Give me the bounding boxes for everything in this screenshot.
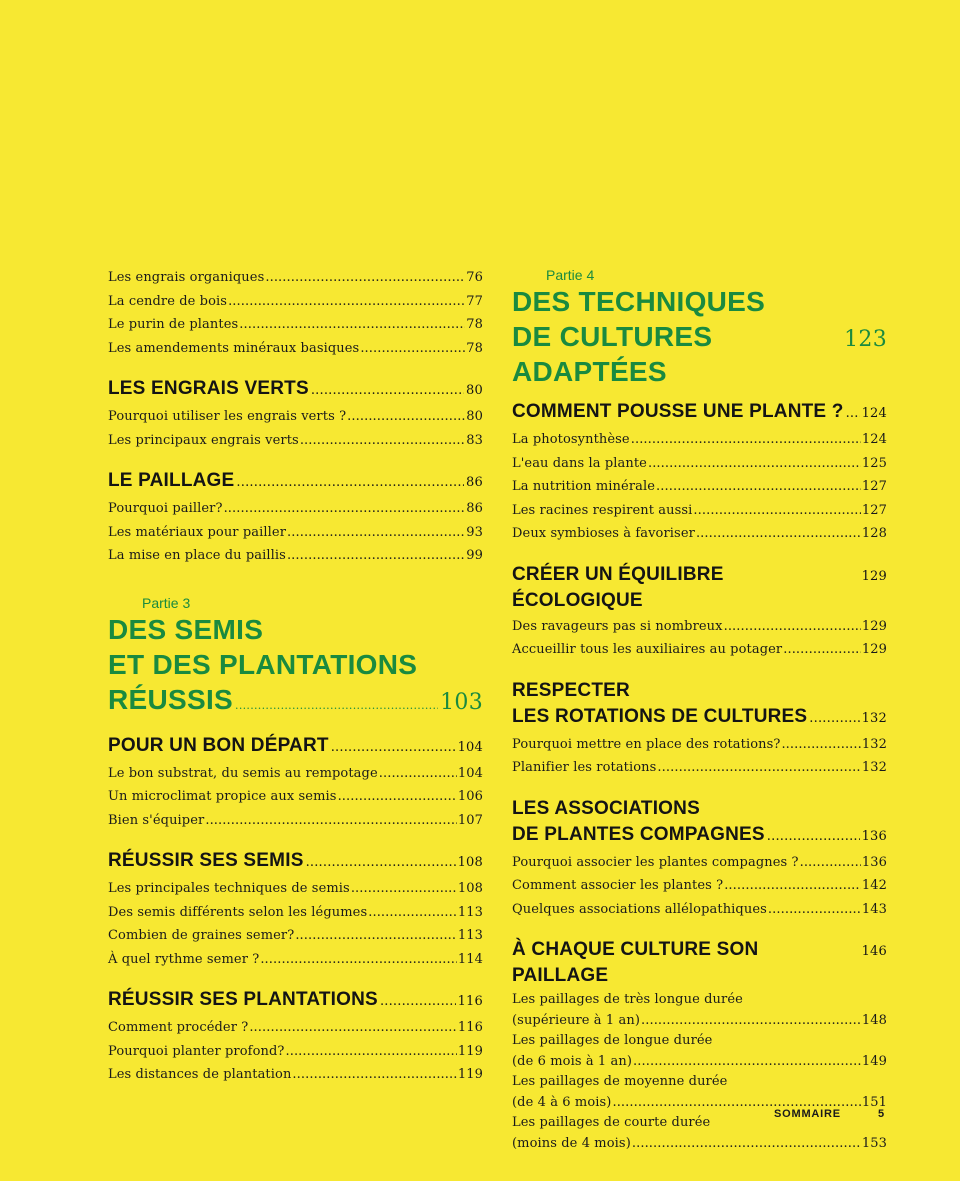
toc-page-number: 99 [466,548,483,563]
toc-page-number: 108 [457,881,483,896]
leader-dots [228,290,465,314]
toc-row[interactable] [512,874,887,898]
toc-row[interactable] [512,851,887,875]
toc-row[interactable] [108,901,483,925]
toc-page-number: 148 [861,1012,887,1028]
toc-entry-subtitle: (supérieure à 1 an) [512,1012,640,1028]
section-page-number: 132 [861,710,887,726]
toc-page-number: 80 [466,409,483,424]
toc-entry-title: Des semis différents selon les légumes [108,904,368,920]
page-number: 5 [878,1108,885,1120]
leader-dots [648,452,861,476]
toc-page-number: 78 [466,340,483,356]
leader-dots [239,313,465,337]
toc-page-number: 119 [457,1067,483,1082]
leader-dots [360,337,465,361]
leader-dots [696,522,861,546]
section-page-number: 136 [861,828,887,844]
toc-entry-title: Les racines respirent aussi [512,502,693,518]
toc-row[interactable] [512,990,887,1031]
toc-row[interactable] [512,475,887,499]
section-heading-rotations[interactable] [512,678,887,732]
toc-row[interactable] [108,313,483,337]
toc-row[interactable] [108,877,483,901]
toc-row[interactable] [108,290,483,314]
leader-dots [292,1063,456,1087]
leader-dots [236,470,464,496]
toc-page-number: 143 [861,901,887,917]
toc-entry-title: La mise en place du paillis [108,548,286,563]
leader-dots [249,1016,457,1040]
leader-dots [224,497,466,521]
leader-dots [351,877,457,901]
section-heading-paillage[interactable] [108,468,483,496]
leader-dots [295,924,457,948]
leader-dots [633,1052,861,1073]
leader-dots [287,544,465,568]
leader-dots [846,401,860,427]
leader-dots [331,735,456,761]
toc-row[interactable] [512,499,887,523]
toc-page-number: 77 [466,293,483,309]
toc-row[interactable] [108,1040,483,1064]
toc-row[interactable] [512,898,887,922]
section-heading-text: RÉUSSIR SES PLANTATIONS [108,989,378,1010]
leader-dots [380,989,456,1015]
toc-entry-subtitle: (moins de 4 mois) [512,1135,631,1151]
partie-label: Partie 4 [546,267,595,283]
leader-dots [724,615,861,639]
leader-dots [631,428,861,452]
toc-page-number: 142 [861,878,887,893]
leader-dots [641,1011,861,1032]
toc-page-number: 86 [466,501,483,516]
toc-entry-title: Le purin de plantes [108,317,239,332]
toc-row[interactable] [108,266,483,290]
toc-row[interactable] [108,405,483,429]
toc-row[interactable] [108,924,483,948]
toc-row[interactable] [512,1031,887,1072]
section-page-number: 104 [457,739,483,755]
toc-entry-title: Pourquoi mettre en place des rotations? [512,736,781,752]
toc-entry-title: Accueillir tous les auxiliaires au potager [512,642,783,657]
leader-dots [781,733,860,757]
toc-right-column [512,266,887,1154]
toc-entry-title: Les principaux engrais verts [108,432,299,448]
toc-entry-title: Les paillages de très longue durée [512,992,743,1007]
toc-entry-subtitle: (de 4 à 6 mois) [512,1094,612,1110]
partie-title-line: RÉUSSIS [108,683,234,715]
toc-row[interactable] [512,756,887,780]
leader-dots [767,824,860,850]
toc-page-number: 78 [466,317,483,332]
toc-page-number: 114 [457,951,483,967]
partie-title-line: DES SEMIS [108,613,264,645]
toc-entry-title: Comment associer les plantes ? [512,878,724,893]
page-footer [774,1108,885,1120]
leader-dots [693,499,860,523]
leader-dots [800,851,861,875]
leader-dots [632,1134,861,1155]
toc-entry-title: Les amendements minéraux basiques [108,340,360,356]
toc-page-number: 83 [466,432,483,448]
toc-row[interactable] [108,948,483,972]
toc-entry-title: Les paillages de moyenne durée [512,1074,728,1089]
toc-row[interactable] [108,429,483,453]
section-heading-text: LES ASSOCIATIONS [512,797,700,819]
leader-dots [311,378,464,404]
section-heading-text: COMMENT POUSSE UNE PLANTE ? [512,401,844,422]
toc-row[interactable] [108,1063,483,1087]
section-heading-text: RESPECTER [512,679,630,701]
toc-entry-title: Quelques associations allélopathiques [512,901,767,917]
toc-entry-title: Les paillages de courte durée [512,1115,711,1130]
toc-row[interactable] [512,1072,887,1113]
section-heading-plantations[interactable] [108,987,483,1015]
toc-entry-subtitle: (de 6 mois à 1 an) [512,1053,633,1069]
partie-title [512,284,887,389]
toc-entry-title: La photosynthèse [512,432,630,447]
partie-3-block[interactable] [108,594,483,723]
partie-title-line: DES TECHNIQUES [512,286,766,317]
leader-dots [300,429,465,453]
toc-entry-title: Les distances de plantation [108,1067,292,1082]
toc-row[interactable] [108,497,483,521]
section-heading-text: DE PLANTES COMPAGNES [512,823,765,845]
toc-row[interactable] [512,733,887,757]
toc-row[interactable] [108,337,483,361]
leader-dots [235,688,438,723]
toc-entry-title: Planifier les rotations [512,760,657,775]
toc-page-number: 93 [466,524,483,540]
leader-dots [347,405,465,429]
section-page-number: 108 [457,855,483,870]
toc-page-number: 113 [457,904,483,920]
toc-row[interactable] [512,615,887,639]
toc-row[interactable] [108,762,483,786]
toc-page-number: 136 [861,854,887,870]
leader-dots [379,762,457,786]
leader-dots [338,785,457,809]
toc-row[interactable] [108,809,483,833]
section-heading-bon-depart[interactable] [108,733,483,761]
toc-page-number: 129 [861,618,887,634]
toc-entry-title: La cendre de bois [108,293,228,309]
section-heading-associations[interactable] [512,796,887,850]
toc-row[interactable] [108,521,483,545]
toc-page-number: 104 [457,765,483,781]
toc-row[interactable] [108,785,483,809]
section-heading-equilibre[interactable] [512,562,887,614]
toc-entry-title: Des ravageurs pas si nombreux [512,618,723,634]
section-heading-paillage-culture[interactable] [512,937,887,989]
partie-page-number: 123 [844,327,887,352]
section-heading-text: POUR UN BON DÉPART [108,734,329,756]
toc-page-number: 127 [861,502,887,518]
toc-entry-title: L'eau dans la plante [512,455,647,471]
leader-dots [809,706,859,732]
toc-row[interactable] [512,428,887,452]
toc-entry-title: Pourquoi pailler? [108,501,223,516]
section-heading-text: LES ENGRAIS VERTS [108,378,309,399]
leader-dots [287,521,465,545]
toc-entry-title: Les principales techniques de semis [108,881,350,896]
section-heading-text: LES ROTATIONS DE CULTURES [512,705,808,727]
toc-page-number: 129 [861,642,887,657]
toc-page-number: 149 [861,1053,887,1069]
toc-page-number: 124 [861,432,887,447]
leader-dots [265,266,465,290]
partie-title-line: ET DES PLANTATIONS [108,648,418,680]
toc-entry-title: La nutrition minérale [512,479,656,494]
partie-4-block[interactable] [512,266,887,389]
toc-row[interactable] [512,452,887,476]
leader-dots [783,638,861,662]
section-heading-text: RÉUSSIR SES SEMIS [108,850,304,871]
toc-page-number: 116 [457,1020,483,1035]
toc-entry-title: Le bon substrat, du semis au rempotage [108,765,378,781]
toc-entry-title: Pourquoi associer les plantes compagnes ? [512,854,799,870]
toc-left-column [108,266,483,1087]
toc-entry-title: Les engrais organiques [108,270,265,285]
toc-entry-title: Pourquoi planter profond? [108,1043,285,1059]
leader-dots [285,1040,456,1064]
toc-entry-title: Combien de graines semer? [108,928,295,943]
leader-dots [724,874,861,898]
leader-dots [656,475,861,499]
section-page-number: 116 [457,994,483,1009]
partie-title [108,612,483,723]
toc-entry-title: Bien s'équiper [108,812,205,828]
toc-page-number: 128 [861,526,887,541]
leader-dots [768,898,861,922]
leader-dots [205,809,457,833]
section-heading-engrais-verts[interactable] [108,376,483,404]
toc-row[interactable] [108,1016,483,1040]
toc-page-number: 151 [861,1094,887,1110]
partie-label: Partie 3 [142,594,191,611]
section-page-number: 86 [466,475,483,490]
section-page-number: 146 [861,944,887,959]
partie-page-number: 103 [440,689,483,715]
toc-page-number: 132 [861,760,887,775]
leader-dots [657,756,860,780]
toc-page-number: 113 [457,928,483,943]
section-page-number: 129 [861,568,887,584]
toc-row[interactable] [512,522,887,546]
section-page-number: 124 [861,406,887,421]
leader-dots [368,901,457,925]
toc-entry-title: À quel rythme semer ? [108,951,260,967]
section-heading-semis[interactable] [108,848,483,876]
section-heading-text: LE PAILLAGE [108,470,235,491]
toc-page-number: 107 [457,812,483,828]
toc-entry-title: Deux symbioses à favoriser [512,526,695,541]
toc-entry-title: Un microclimat propice aux semis [108,789,337,804]
section-heading-text: CRÉER UN ÉQUILIBRE ÉCOLOGIQUE [512,563,724,611]
toc-page-number: 153 [861,1135,887,1151]
toc-page-number: 127 [861,479,887,494]
toc-page-number: 119 [457,1043,483,1059]
toc-row[interactable] [512,638,887,662]
section-heading-text: À CHAQUE CULTURE SON PAILLAGE [512,939,759,986]
partie-title-line: DE CULTURES ADAPTÉES [512,321,713,387]
leader-dots [306,850,456,876]
toc-entry-title: Les matériaux pour pailler [108,524,287,540]
footer-label: SOMMAIRE [774,1108,841,1120]
section-heading-pousse[interactable] [512,399,887,427]
toc-page-number: 106 [457,789,483,804]
section-page-number: 80 [466,383,483,398]
leader-dots [260,948,457,972]
toc-page-number: 125 [861,455,887,471]
toc-entry-title: Comment procéder ? [108,1020,249,1035]
toc-page-number: 76 [466,270,483,285]
toc-page-number: 132 [861,736,887,752]
toc-row[interactable] [108,544,483,568]
toc-entry-title: Pourquoi utiliser les engrais verts ? [108,409,347,424]
toc-entry-title: Les paillages de longue durée [512,1033,713,1048]
